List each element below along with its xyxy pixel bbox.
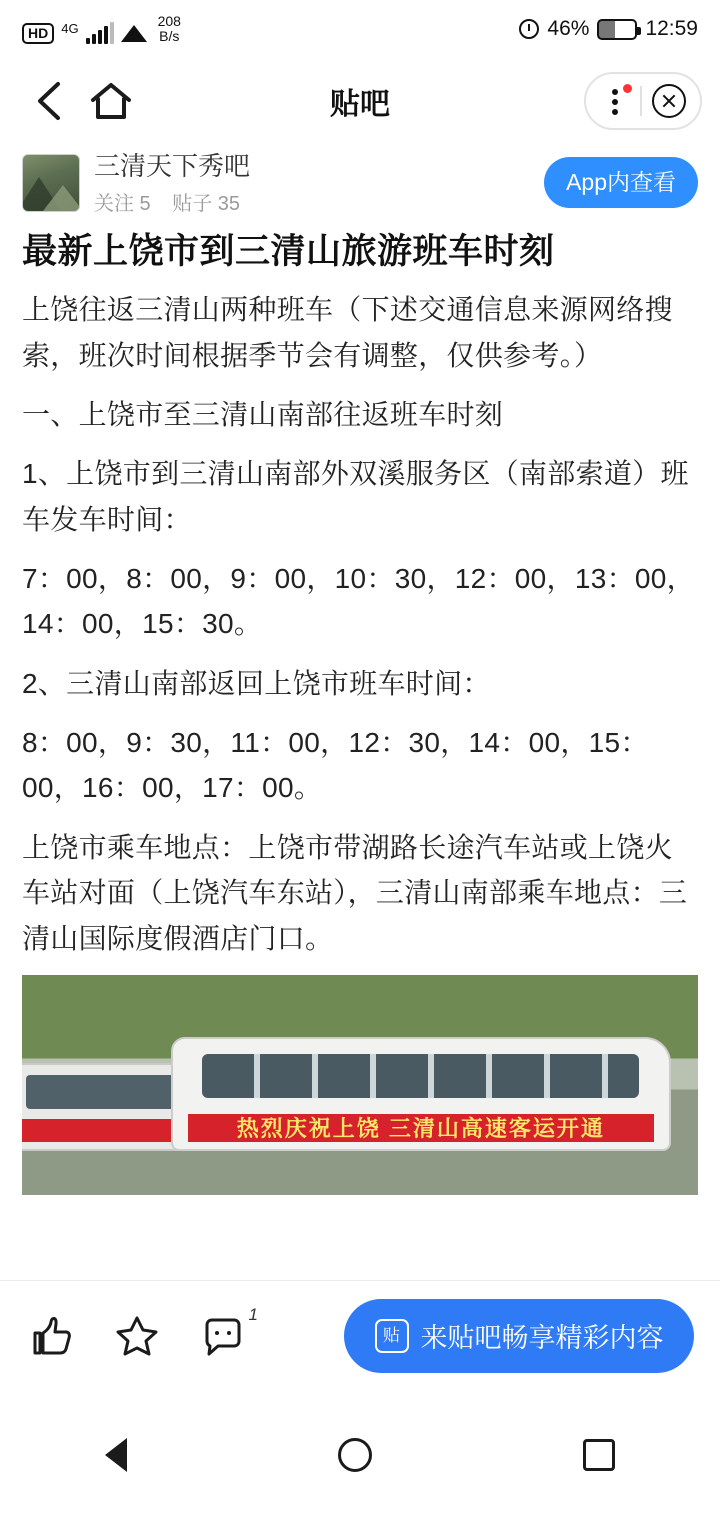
- avatar[interactable]: [22, 154, 80, 212]
- network-speed-unit: B/s: [159, 27, 180, 44]
- nav-actions-group: [584, 72, 702, 130]
- network-speed-value: 208: [157, 12, 181, 29]
- tieba-logo-icon: 贴: [375, 1319, 409, 1353]
- alarm-icon: [519, 19, 539, 39]
- article-body: [0, 230, 720, 1195]
- network-gen-label: 4G: [61, 21, 79, 37]
- status-bar-right: [519, 17, 698, 41]
- bus-shape: [171, 1037, 671, 1151]
- battery-icon: [597, 19, 637, 40]
- hd-badge: HD: [22, 23, 54, 44]
- status-bar-left: [22, 14, 181, 44]
- article-paragraph: 上饶市乘车地点：上饶市带湖路长途汽车站或上饶火车站对面（上饶汽车东站），三清山南部乘车地点：三清山国际度假酒店门口。: [22, 831, 688, 954]
- author-name: 三清天下秀吧: [94, 151, 251, 181]
- post-count: 贴子 35: [172, 192, 241, 215]
- page-title: 贴吧: [330, 88, 390, 121]
- system-back-icon[interactable]: [105, 1438, 127, 1472]
- battery-percent: 46%: [547, 17, 590, 40]
- author-row[interactable]: [0, 144, 720, 226]
- open-app-cta-button[interactable]: [344, 1299, 694, 1373]
- favorite-button[interactable]: [112, 1311, 162, 1361]
- like-button[interactable]: [26, 1311, 76, 1361]
- divider: [640, 86, 642, 116]
- comment-icon: [198, 1311, 248, 1361]
- cta-label: 来贴吧畅享精彩内容: [420, 1323, 664, 1353]
- article-paragraph: 上饶往返三清山两种班车（下述交通信息来源网络搜索，班次时间根据季节会有调整，仅供参考。）: [22, 294, 673, 371]
- system-home-icon[interactable]: [338, 1438, 372, 1472]
- author-stats: [94, 187, 256, 216]
- comment-count-badge: 1: [248, 1304, 258, 1324]
- article-paragraph: 2、三清山南部返回上饶市班车时间：: [22, 667, 491, 699]
- top-navigation-bar: [0, 58, 720, 144]
- bus-banner-text: 热烈庆祝上饶 三清山高速客运开通: [188, 1114, 654, 1143]
- close-button[interactable]: [652, 84, 686, 118]
- article-paragraph: 一、上饶市至三清山南部往返班车时刻: [22, 398, 504, 430]
- notification-dot-icon: [623, 84, 632, 93]
- bottom-action-bar: [0, 1280, 720, 1390]
- author-info: [94, 150, 256, 216]
- thumbs-up-icon: [26, 1311, 76, 1361]
- follow-count: 关注 5: [94, 192, 151, 215]
- clock-label: 12:59: [645, 17, 698, 40]
- comment-button[interactable]: [198, 1304, 258, 1361]
- article-image[interactable]: [22, 975, 698, 1195]
- star-icon: [112, 1311, 162, 1361]
- article-paragraph: 8：00，9：30，11：00，12：30，14：00，15：00，16：00，17：00。: [22, 727, 649, 804]
- network-speed: [158, 14, 181, 43]
- open-in-app-button[interactable]: App内查看: [544, 157, 698, 208]
- article-title: 最新上饶市到三清山旅游班车时刻: [22, 231, 555, 271]
- back-button[interactable]: [18, 70, 80, 132]
- system-navigation-bar: [0, 1390, 720, 1520]
- more-options-button[interactable]: [600, 84, 630, 118]
- chevron-left-icon: [32, 79, 66, 123]
- home-button[interactable]: [80, 70, 142, 132]
- article-paragraph: 7：00，8：00，9：00，10：30，12：00，13：00，14：00，15：30。: [22, 563, 695, 640]
- signal-bars-icon: [86, 22, 114, 44]
- home-icon: [89, 80, 133, 122]
- status-bar: [0, 0, 720, 58]
- wifi-icon: [121, 22, 147, 44]
- article-paragraph: 1、上饶市到三清山南部外双溪服务区（南部索道）班车发车时间：: [22, 458, 689, 535]
- system-recents-icon[interactable]: [583, 1439, 615, 1471]
